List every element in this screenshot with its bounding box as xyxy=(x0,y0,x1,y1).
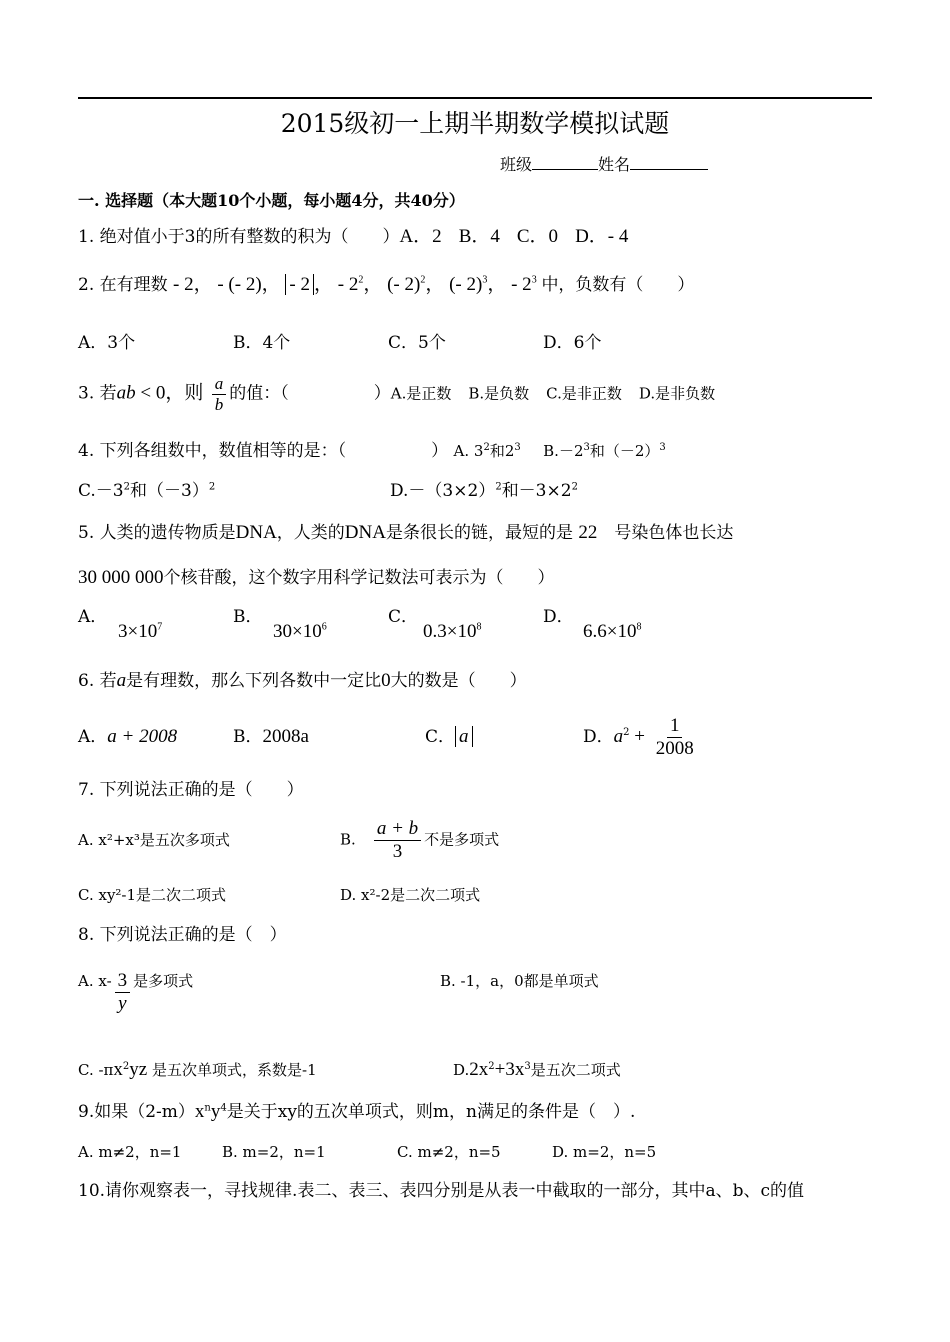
header-rule xyxy=(78,97,872,99)
q2-sep: ， xyxy=(363,274,383,295)
q8-a-label: A. x- xyxy=(78,972,112,990)
q5-text-c: 是条很长的链，最短的是 xyxy=(385,523,573,543)
q8-a-num: 3 xyxy=(115,970,131,993)
q5-c-base: 0.3×10 xyxy=(423,621,477,642)
q5-text-b: ，人类的 xyxy=(276,523,345,543)
question-8-cd xyxy=(78,1058,621,1082)
q6-c-expr: a xyxy=(455,726,473,747)
q2-number-list xyxy=(173,274,541,295)
q2-sep: ， xyxy=(314,274,334,295)
question-7-cd xyxy=(78,886,480,905)
q8-option-b: B. -1，a，0都是单项式 xyxy=(440,972,599,990)
q9-option-d: D. m=2，n=5 xyxy=(552,1143,657,1161)
q5-text-d: 号染色体也长达 xyxy=(614,523,734,543)
q5-dna-2: DNA xyxy=(344,522,386,543)
q1-option-b: B．4 xyxy=(458,226,500,247)
q5-dna: DNA xyxy=(235,522,277,543)
name-label: 姓名 xyxy=(598,155,631,174)
q6-zero: 0 xyxy=(381,670,391,691)
q5-option-b xyxy=(273,620,423,644)
q4-option-b xyxy=(543,442,666,460)
q3-option-c: C.是非正数 xyxy=(546,384,622,403)
q5-option-c xyxy=(423,620,583,644)
q3-condition: ab xyxy=(116,382,136,404)
q4-c-exp1: 2 xyxy=(123,481,130,493)
q6-var: a xyxy=(116,670,127,691)
q4-option-c xyxy=(78,481,390,502)
q2-option-b: B．4个 xyxy=(233,333,291,353)
q6-option-d xyxy=(583,715,700,760)
q9-option-a: A. m≠2，n=1 xyxy=(78,1143,182,1161)
q1-option-a: A．2 xyxy=(399,226,442,247)
q5-c-exp: 8 xyxy=(476,621,482,633)
q3-fraction xyxy=(212,374,227,414)
q6-option-c xyxy=(425,725,583,749)
q2-option-d: D．6个 xyxy=(543,333,602,353)
q4-d-exp2: 2 xyxy=(571,481,578,493)
q5-label-d: D． xyxy=(543,607,574,627)
section-heading: 一. 选择题（本大题10个小题，每小题4分，共40分） xyxy=(78,191,465,210)
question-6-options xyxy=(78,715,700,760)
q8-c-label: C. -π xyxy=(78,1061,114,1079)
q3-prefix: 3. 若 xyxy=(78,383,117,404)
q2-option-c: C．5个 xyxy=(388,333,446,353)
question-5-line2 xyxy=(78,566,555,590)
q8-d-exp2: 3 xyxy=(524,1061,531,1072)
q6-d-label: D． xyxy=(583,726,614,747)
q5-d-base: 6.6×10 xyxy=(583,621,637,642)
q5-num-22: 22 xyxy=(578,522,598,543)
q2-exp: 2 xyxy=(420,274,426,286)
question-1 xyxy=(78,225,628,249)
q2-sep: ， xyxy=(425,274,445,295)
q3-condition-rest: < 0，则 xyxy=(135,382,204,404)
q8-a-text: 是多项式 xyxy=(133,972,194,990)
q6-suffix: 大的数是（ ） xyxy=(390,671,527,691)
q5-b-base: 30×10 xyxy=(273,621,322,642)
q9-y-exp: 4 xyxy=(220,1102,227,1114)
q5-text-e: 个核苷酸，这个数字用科学记数法可表示为（ ） xyxy=(163,568,555,588)
q8-d-term2: +3x xyxy=(494,1059,525,1080)
q4-c-base: C.－3 xyxy=(78,481,124,501)
q2-suffix: 中，负数有（ ） xyxy=(541,275,695,295)
q3-stem: 的值：（ ） xyxy=(229,383,391,404)
q5-option-a xyxy=(118,620,273,644)
q4-c-mid: 和（－3） xyxy=(130,481,209,501)
q9-suffix: 是关于xy的五次单项式，则m，n满足的条件是（ ）. xyxy=(226,1102,636,1122)
question-8: 8. 下列说法正确的是（ ） xyxy=(78,925,287,945)
q7-b-label: B. xyxy=(340,830,356,849)
q9-prefix: 9.如果（2-m） xyxy=(78,1102,195,1122)
q3-option-b: B.是负数 xyxy=(468,384,530,403)
question-2-options xyxy=(78,333,601,354)
q6-d-num: 1 xyxy=(667,715,683,738)
q8-d-term1: 2x xyxy=(469,1059,489,1080)
q5-a-exp: 7 xyxy=(157,621,163,633)
q1-option-c: C．0 xyxy=(516,226,559,247)
q9-x: x xyxy=(194,1101,205,1122)
q7-option-d: D. x²-2是二次二项式 xyxy=(340,886,481,904)
q6-d-fraction xyxy=(653,715,697,760)
q8-option-a xyxy=(78,972,440,1015)
q8-a-fraction xyxy=(115,970,131,1015)
q6-d-den: 2008 xyxy=(655,737,694,759)
q5-a-base: 3×10 xyxy=(118,621,158,642)
q5-d-exp: 8 xyxy=(636,621,642,633)
q2-num-abs: - 2 xyxy=(285,274,314,295)
q4-a-base: A. 3 xyxy=(453,442,484,460)
q4-a-exp2: 3 xyxy=(514,442,521,453)
q4-d-base: D.－（3×2） xyxy=(390,481,496,501)
q4-a-mid: 和2 xyxy=(489,442,515,460)
q2-exp: 3 xyxy=(531,274,537,286)
q8-option-c xyxy=(78,1058,453,1082)
q4-b-exp1: 3 xyxy=(583,442,590,453)
question-9-options xyxy=(78,1143,656,1162)
page-title: 2015级初一上期半期数学模拟试题 xyxy=(280,109,670,138)
q1-option-d: D．- 4 xyxy=(575,226,629,247)
q4-option-a xyxy=(454,442,521,460)
q8-c-x: x xyxy=(113,1059,123,1080)
q2-sep: ， xyxy=(487,274,507,295)
class-blank[interactable] xyxy=(532,153,598,170)
q8-d-exp1: 2 xyxy=(488,1061,495,1072)
q4-a-exp1: 2 xyxy=(483,442,490,453)
question-9 xyxy=(78,1100,635,1124)
question-3 xyxy=(78,374,715,414)
q4-option-d xyxy=(390,481,578,502)
q4-stem: 4. 下列各组数中，数值相等的是：（ ） xyxy=(78,441,449,461)
question-5-options xyxy=(118,620,641,644)
q4-b-exp2: 3 xyxy=(659,442,666,453)
name-blank[interactable] xyxy=(630,153,708,170)
q2-prefix: 2. 在有理数 xyxy=(78,275,168,295)
q2-num: - (- 2)， xyxy=(217,274,281,295)
question-5 xyxy=(78,521,733,545)
q6-c-label: C． xyxy=(425,727,456,748)
q8-option-d xyxy=(453,1058,621,1082)
q2-num: (- 2) xyxy=(449,274,483,295)
q9-y: y xyxy=(210,1101,221,1122)
question-7-ab xyxy=(78,818,499,863)
q5-b-exp: 6 xyxy=(321,621,327,633)
student-info xyxy=(500,152,708,175)
q6-b-label: B． xyxy=(233,727,263,748)
q2-exp: 3 xyxy=(482,274,488,286)
q1-stem: 1. 绝对值小于3的所有整数的积为（ ） xyxy=(78,227,400,247)
q4-d-mid: 和－3×2 xyxy=(501,481,572,501)
q4-b-mid: 和（－2） xyxy=(589,442,660,460)
q6-a-label: A． xyxy=(78,727,108,748)
q8-a-den: y xyxy=(118,992,127,1014)
q8-d-label: D. xyxy=(453,1061,470,1079)
q2-num: (- 2) xyxy=(387,274,421,295)
q4-c-exp2: 2 xyxy=(208,481,216,493)
q6-prefix: 6. 若 xyxy=(78,671,117,691)
q7-option-a: A. x²+x³是五次多项式 xyxy=(78,830,230,849)
q9-option-c: C. m≠2，n=5 xyxy=(397,1143,501,1161)
q5-option-d xyxy=(583,620,641,644)
q6-mid: 是有理数，那么下列各数中一定比 xyxy=(126,671,382,691)
q6-option-b xyxy=(233,725,425,749)
question-7: 7. 下列说法正确的是（ ） xyxy=(78,780,304,800)
question-2 xyxy=(78,273,694,297)
q3-option-a: A.是正数 xyxy=(390,384,452,403)
q6-d-plus: + xyxy=(629,725,650,747)
q4-b-base: B.－2 xyxy=(543,442,584,460)
question-10: 10.请你观察表一，寻找规律.表二、表三、表四分别是从表一中截取的一部分，其中a、b、c的值 xyxy=(78,1181,804,1201)
q2-option-a: A．3个 xyxy=(78,333,136,353)
q5-big-number: 30 000 000 xyxy=(78,567,164,588)
q3-frac-num: a xyxy=(212,374,227,395)
q8-c-yz: yz xyxy=(129,1059,148,1080)
q5-label-b: B． xyxy=(233,607,263,627)
q2-exp: 2 xyxy=(358,274,364,286)
q2-num: - 2， xyxy=(173,274,213,295)
q6-d-var: a xyxy=(613,725,624,747)
q3-frac-den: b xyxy=(214,394,224,414)
q6-option-a xyxy=(78,725,233,749)
q7-b-den: 3 xyxy=(392,840,403,862)
question-4 xyxy=(78,441,666,462)
q5-label-a: A． xyxy=(78,607,108,627)
q8-c-text: 是五次单项式，系数是-1 xyxy=(152,1061,317,1079)
q2-num: - 2 xyxy=(511,274,532,295)
q4-d-exp1: 2 xyxy=(495,481,502,493)
question-6 xyxy=(78,669,527,693)
q5-text-a: 5. 人类的遗传物质是 xyxy=(78,523,236,543)
q3-option-d: D.是非负数 xyxy=(638,384,716,403)
class-label: 班级 xyxy=(500,155,533,174)
q7-option-b xyxy=(340,818,499,863)
q7-b-text: 不是多项式 xyxy=(424,830,500,849)
question-8-ab xyxy=(78,972,599,1015)
q6-b-expr: 2008a xyxy=(262,726,309,748)
q9-option-b: B. m=2，n=1 xyxy=(222,1143,326,1161)
q2-num: - 2 xyxy=(337,274,359,295)
q7-b-fraction xyxy=(374,818,421,863)
q7-option-c: C. xy²-1是二次二项式 xyxy=(78,886,227,904)
q7-b-num: a + b xyxy=(374,818,421,841)
q5-label-c: C． xyxy=(388,607,419,627)
q8-c-exp: 2 xyxy=(122,1061,130,1072)
q9-x-exp: n xyxy=(204,1102,211,1114)
q6-d-exp: 2 xyxy=(623,727,630,739)
question-4-cont xyxy=(78,481,578,502)
q6-a-expr: a + 2008 xyxy=(107,726,178,748)
q8-d-text: 是五次二项式 xyxy=(530,1061,621,1079)
